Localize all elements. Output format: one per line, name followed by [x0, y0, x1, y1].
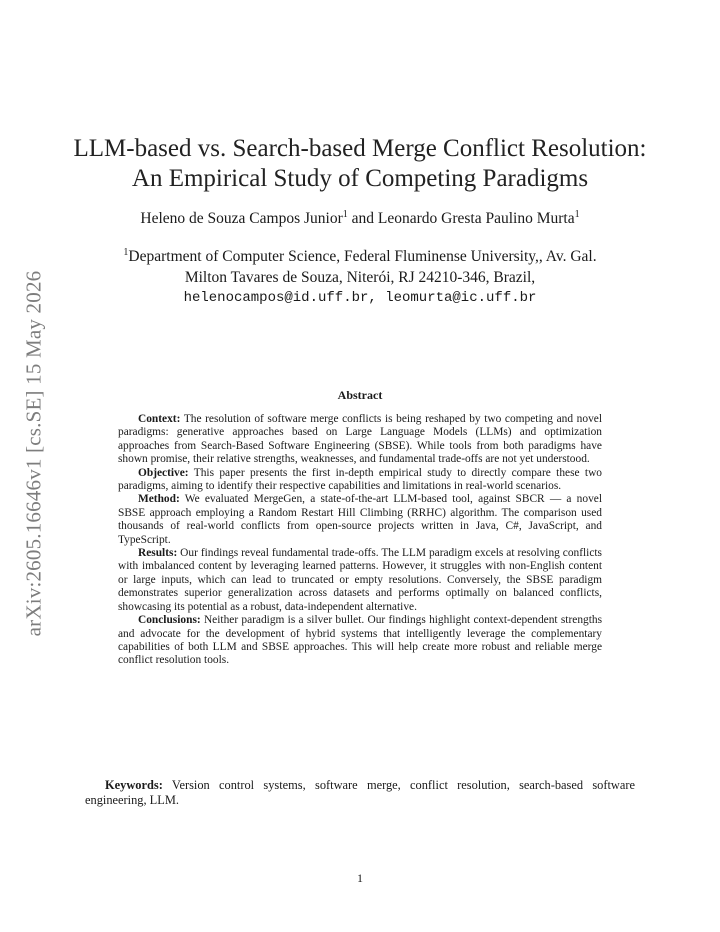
arxiv-stamp-text: arXiv:2605.16646v1 [cs.SE] 15 May 2026 [21, 270, 46, 636]
keywords-label: Keywords: [105, 778, 163, 792]
affiliation-mark: 1 [123, 247, 129, 258]
abstract-conclusions [118, 614, 602, 668]
abstract-results [118, 547, 602, 614]
title-line-2: An Empirical Study of Competing Paradigms [131, 165, 589, 192]
abstract-results-label: Results: [138, 547, 178, 560]
author-2-affil-mark: 1 [574, 209, 580, 220]
author-emails: helenocampos@id.uff.br, leomurta@ic.uff.br [183, 290, 537, 306]
abstract-body [118, 413, 602, 668]
abstract-objective-text: This paper presents the first in-depth empirical study to directly compare these two paradigms, aiming to identify their respective capabilities and limitations in real-world scenarios. [118, 466, 602, 493]
page-number: 1 [357, 871, 363, 885]
author-1: Heleno de Souza Campos Junior [140, 210, 343, 227]
abstract-method [118, 493, 602, 547]
affiliation-line-2: Milton Tavares de Souza, Niterói, RJ 24210-346, Brazil, [184, 269, 536, 286]
abstract-objective-label: Objective: [138, 466, 189, 479]
abstract-objective [118, 467, 602, 494]
author-2: Leonardo Gresta Paulino Murta [377, 210, 575, 227]
abstract-method-text: We evaluated MergeGen, a state-of-the-art LLM-based tool, against SBCR — a novel SBSE approach employing a Random Restart Hill Climbing (RRHC) algorithm. The comparison used thousands of real-world conflicts from open-source projects written in Java, C#, JavaScript, and TypeScript. [118, 493, 602, 546]
abstract-results-text: Our findings reveal fundamental trade-offs. The LLM paradigm excels at resolving conflicts with imbalanced content by leveraging learned patterns. However, it struggles with non-English content or large inputs, which can lead to truncated or empty resolutions. Conversely, the SBSE paradigm demonstrates superior generalization across datasets and performs optimally on balanced conflicts, showcasing its potential as a robust, data-independent alternative. [118, 547, 602, 613]
author-separator: and [347, 210, 378, 227]
affiliation-line-1: Department of Computer Science, Federal Fluminense University,, Av. Gal. [128, 248, 597, 265]
keywords [85, 778, 635, 808]
abstract-method-label: Method: [138, 493, 180, 506]
paper-title [60, 134, 660, 194]
abstract-context-text: The resolution of software merge conflicts is being reshaped by two competing and novel paradigms: generative approaches based on Large Language Models (LLMs) and optimization approaches from Search-Based Software Engineering (SBSE). While tools from both paradigms have shown promise, their relative strengths, weaknesses, and fundamental trade-offs are not yet understood. [118, 413, 602, 466]
abstract-conclusions-label: Conclusions: [138, 614, 201, 627]
affiliation [60, 246, 660, 309]
arxiv-stamp [16, 258, 52, 648]
author-1-affil-mark: 1 [342, 209, 348, 220]
author-list [60, 210, 660, 228]
abstract-heading: Abstract [337, 388, 383, 402]
title-line-1: LLM-based vs. Search-based Merge Conflict Resolution: [73, 135, 647, 162]
abstract-context-label: Context: [138, 413, 181, 425]
abstract-conclusions-text: Neither paradigm is a silver bullet. Our findings highlight context-dependent strengths and advocate for the development of hybrid systems that intelligently leverage the complementary capabilities of both LLM and SBSE approaches. This will help create more robust and reliable merge conflict resolution tools. [118, 614, 602, 667]
keywords-text: Version control systems, software merge, conflict resolution, search-based software engineering, LLM. [85, 778, 636, 807]
abstract-context [118, 413, 602, 467]
